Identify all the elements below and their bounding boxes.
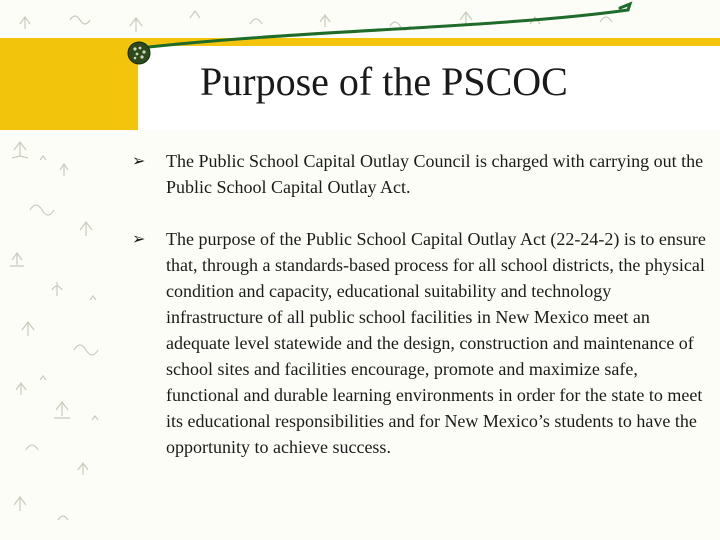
bullet-item xyxy=(132,148,712,200)
bullet-item xyxy=(132,226,712,460)
bullet-text: The purpose of the Public School Capital Outlay Act (22-24-2) is to ensure that, through a standards-based process for all school districts, the physical condition and capacity, educational suitability and technology infrastructure of all public school facilities in New Mexico meet an adequate level statewide and the design, construction and maintenance of school sites and facilities encourage, promote and maximize safe, functional and durable learning environments in order for the state to meet its educational responsibilities and for New Mexico’s students to have the opportunity to achieve success. xyxy=(166,229,706,457)
bullet-text: The Public School Capital Outlay Council is charged with carrying out the Public School Capital Outlay Act. xyxy=(166,151,704,197)
arrowhead-bullet-icon: ➢ xyxy=(132,229,146,248)
bullet-list xyxy=(132,148,712,486)
slide-title: Purpose of the PSCOC xyxy=(200,59,568,104)
arrowhead-bullet-icon: ➢ xyxy=(132,151,146,170)
ornament-bead-icon xyxy=(126,40,152,66)
petroglyph-pattern-top xyxy=(0,0,720,38)
